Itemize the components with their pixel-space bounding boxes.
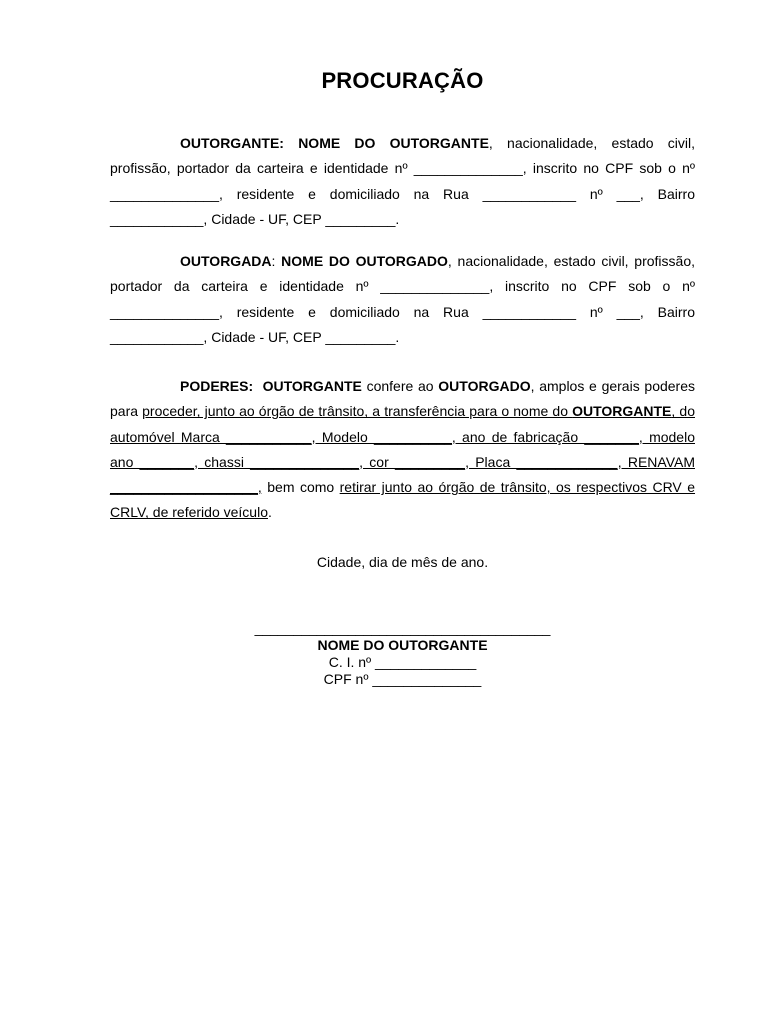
poderes-bem-como-text: bem como [261, 479, 340, 496]
poderes-paragraph [110, 374, 695, 526]
signature-block [0, 620, 768, 688]
poderes-underlined-transfer: proceder, junto ao órgão de trânsito, a transferência para o nome do [142, 403, 573, 420]
signature-line: ______________________________________ [254, 620, 551, 636]
poderes-underlined-retirar: retirar junto ao órgão de trânsito, os respectivos CRV e CRLV, de referido veículo [110, 479, 696, 521]
outorgante-details: , nacionalidade, estado civil, profissão, portador da carteira e identidade nº ______________, inscrito no CPF sob o nº ______________, residente e domiciliado na Rua ____________ nº ___, Bairro ____________, Cidade - UF, CEP _________. [110, 135, 696, 227]
poderes-amplos-text: , amplos e gerais poderes para [110, 378, 696, 420]
outorgada-separator: : [271, 253, 282, 269]
poderes-confere-text: confere ao [361, 378, 439, 394]
poderes-underlined-outorgante: OUTORGANTE [572, 403, 672, 420]
outorgada-details: , nacionalidade, estado civil, profissão, portador da carteira e identidade nº ______________, inscrito no CPF sob o nº ______________, residente e domiciliado na Rua ____________ nº ___, Bairro ____________, Cidade - UF, CEP _________. [110, 253, 695, 345]
poderes-label: PODERES: [180, 378, 254, 394]
poderes-end: . [267, 504, 272, 521]
date-line: Cidade, dia de mês de ano. [316, 554, 489, 570]
poderes-spacing [253, 378, 262, 394]
outorgada-name: NOME DO OUTORGADO [281, 253, 448, 269]
signature-name: NOME DO OUTORGANTE [317, 637, 488, 653]
document-title: PROCURAÇÃO [321, 68, 484, 93]
poderes-outorgado-word: OUTORGADO [438, 378, 531, 394]
poderes-underlined-vehicle: , do automóvel Marca ___________, Modelo __________, ano de fabricação _______, modelo ano _______, chassi ______________, cor _________, Placa _____________, RENAVAM ___________________, [110, 403, 695, 496]
signature-ci: C. I. nº _____________ [328, 654, 477, 670]
outorgada-paragraph [110, 249, 695, 350]
poderes-outorgante-word: OUTORGANTE [262, 378, 362, 394]
outorgada-label: OUTORGADA [180, 253, 272, 269]
outorgante-label: OUTORGANTE: [180, 135, 284, 151]
outorgante-name: NOME DO OUTORGANTE [298, 135, 489, 151]
signature-cpf: CPF nº ______________ [323, 671, 482, 687]
outorgante-paragraph [110, 131, 695, 232]
